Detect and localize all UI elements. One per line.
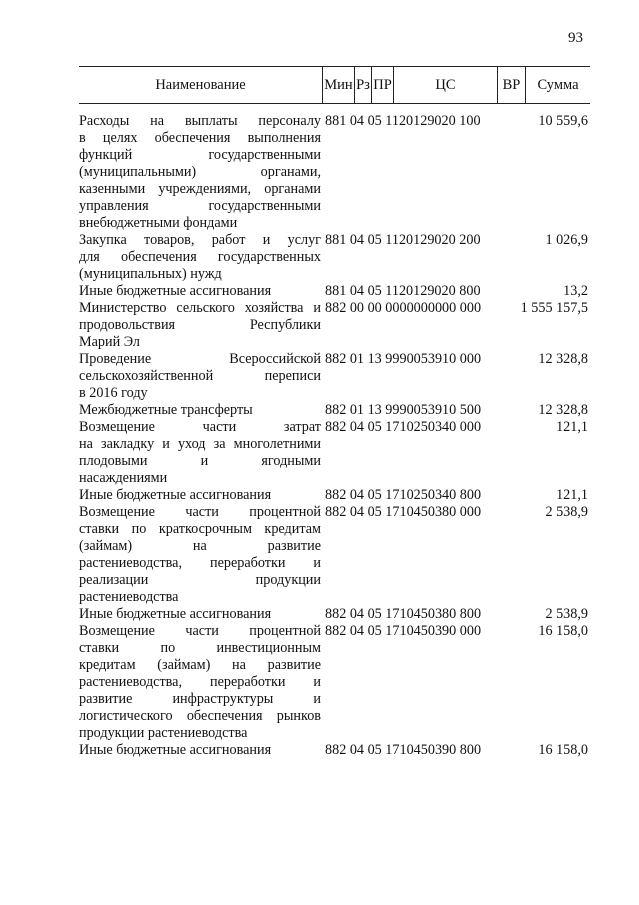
header-vr: ВР <box>498 67 526 103</box>
row-name-line: плодовыми и ягодными <box>79 453 321 469</box>
row-name-line: реализации продукции <box>79 572 321 588</box>
row-name-line: Иные бюджетные ассигнования <box>79 487 272 503</box>
row-codes: 881 04 05 1120129020 100 <box>325 113 481 129</box>
row-codes: 882 04 05 1710450380 800 <box>325 606 482 622</box>
row-name <box>79 419 321 487</box>
row-codes: 882 00 00 0000000000 000 <box>325 300 482 316</box>
row-codes: 881 04 05 1120129020 800 <box>325 283 481 299</box>
row-name <box>79 113 321 232</box>
row-name <box>79 742 321 759</box>
row-amount: 1 026,9 <box>545 232 588 248</box>
row-name <box>79 402 321 419</box>
row-name-line: внебюджетными фондами <box>79 215 238 231</box>
row-name-line: функций государственными <box>79 147 321 163</box>
row-name-line: в 2016 году <box>79 385 148 401</box>
row-name <box>79 232 321 283</box>
row-name-line: для обеспечения государственных <box>79 249 321 265</box>
row-name-line: управления государственными <box>79 198 321 214</box>
table-row <box>79 113 590 232</box>
table-row <box>79 232 590 283</box>
table-row <box>79 487 590 504</box>
row-amount: 12 328,8 <box>538 351 588 367</box>
row-codes: 882 01 13 9990053910 000 <box>325 351 482 367</box>
row-name-line: насаждениями <box>79 470 168 486</box>
table-row <box>79 283 590 300</box>
row-name <box>79 300 321 351</box>
row-codes: 882 04 05 1710250340 800 <box>325 487 482 503</box>
row-name-line: Закупка товаров, работ и услуг <box>79 232 321 248</box>
row-amount: 12 328,8 <box>538 402 588 418</box>
row-name <box>79 504 321 606</box>
row-name-line: логистического обеспечения рынков <box>79 708 321 724</box>
row-amount: 1 555 157,5 <box>520 300 588 316</box>
row-name-line: Возмещение части процентной <box>79 623 321 639</box>
table-header <box>79 66 590 104</box>
row-name-line: казенными учреждениями, органами <box>79 181 321 197</box>
row-name-line: Возмещение части затрат <box>79 419 321 435</box>
table-row <box>79 419 590 487</box>
row-name <box>79 623 321 742</box>
row-name-line: растениеводства <box>79 589 179 605</box>
row-name-line: на закладку и уход за многолетними <box>79 436 321 452</box>
table-row <box>79 300 590 351</box>
row-name-line: Иные бюджетные ассигнования <box>79 606 272 622</box>
row-name-line: кредитам (займам) на развитие <box>79 657 321 673</box>
row-codes: 882 01 13 9990053910 500 <box>325 402 482 418</box>
row-name <box>79 606 321 623</box>
row-name <box>79 351 321 402</box>
header-min: Мин <box>323 67 355 103</box>
table-row <box>79 742 590 759</box>
row-name-line: Возмещение части процентной <box>79 504 321 520</box>
row-name-line: Проведение Всероссийской <box>79 351 321 367</box>
row-name-line: Министерство сельского хозяйства и <box>79 300 321 316</box>
row-codes: 882 04 05 1710250340 000 <box>325 419 482 435</box>
row-codes: 882 04 05 1710450390 800 <box>325 742 482 758</box>
table-row <box>79 351 590 402</box>
row-codes: 881 04 05 1120129020 200 <box>325 232 481 248</box>
row-name-line: ставки по краткосрочным кредитам <box>79 521 321 537</box>
row-name-line: Иные бюджетные ассигнования <box>79 283 272 299</box>
table-row <box>79 606 590 623</box>
header-pr: ПР <box>372 67 394 103</box>
row-name-line: (займам) на развитие <box>79 538 321 554</box>
header-name: Наименование <box>79 67 323 103</box>
row-name-line: (муниципальных) нужд <box>79 266 222 282</box>
row-name-line: сельскохозяйственной переписи <box>79 368 321 384</box>
page-number: 93 <box>568 30 583 46</box>
row-name-line: продукции растениеводства <box>79 725 248 741</box>
row-amount: 121,1 <box>556 419 588 435</box>
row-codes: 882 04 05 1710450390 000 <box>325 623 482 639</box>
table-row <box>79 623 590 742</box>
row-codes: 882 04 05 1710450380 000 <box>325 504 482 520</box>
row-amount: 10 559,6 <box>538 113 588 129</box>
row-name-line: в целях обеспечения выполнения <box>79 130 321 146</box>
table-row <box>79 402 590 419</box>
row-name-line: растениеводства, переработки и <box>79 555 321 571</box>
row-name-line: ставки по инвестиционным <box>79 640 321 656</box>
table-row <box>79 504 590 606</box>
row-name-line: (муниципальными) органами, <box>79 164 321 180</box>
table-body <box>79 113 590 759</box>
header-sum: Сумма <box>537 76 579 93</box>
row-amount: 2 538,9 <box>545 606 588 622</box>
row-name <box>79 283 321 300</box>
row-amount: 13,2 <box>563 283 588 299</box>
row-amount: 2 538,9 <box>545 504 588 520</box>
row-name-line: Расходы на выплаты персоналу <box>79 113 321 129</box>
row-name-line: Межбюджетные трансферты <box>79 402 253 418</box>
row-name-line: Иные бюджетные ассигнования <box>79 742 272 758</box>
header-cs: ЦС <box>394 67 498 103</box>
header-rz: Рз <box>355 67 372 103</box>
row-name-line: развитие инфраструктуры и <box>79 691 321 707</box>
row-amount: 121,1 <box>556 487 588 503</box>
row-amount: 16 158,0 <box>538 623 588 639</box>
row-name-line: продовольствия Республики <box>79 317 321 333</box>
row-amount: 16 158,0 <box>538 742 588 758</box>
row-name <box>79 487 321 504</box>
row-name-line: растениеводства, переработки и <box>79 674 321 690</box>
row-name-line: Марий Эл <box>79 334 140 350</box>
